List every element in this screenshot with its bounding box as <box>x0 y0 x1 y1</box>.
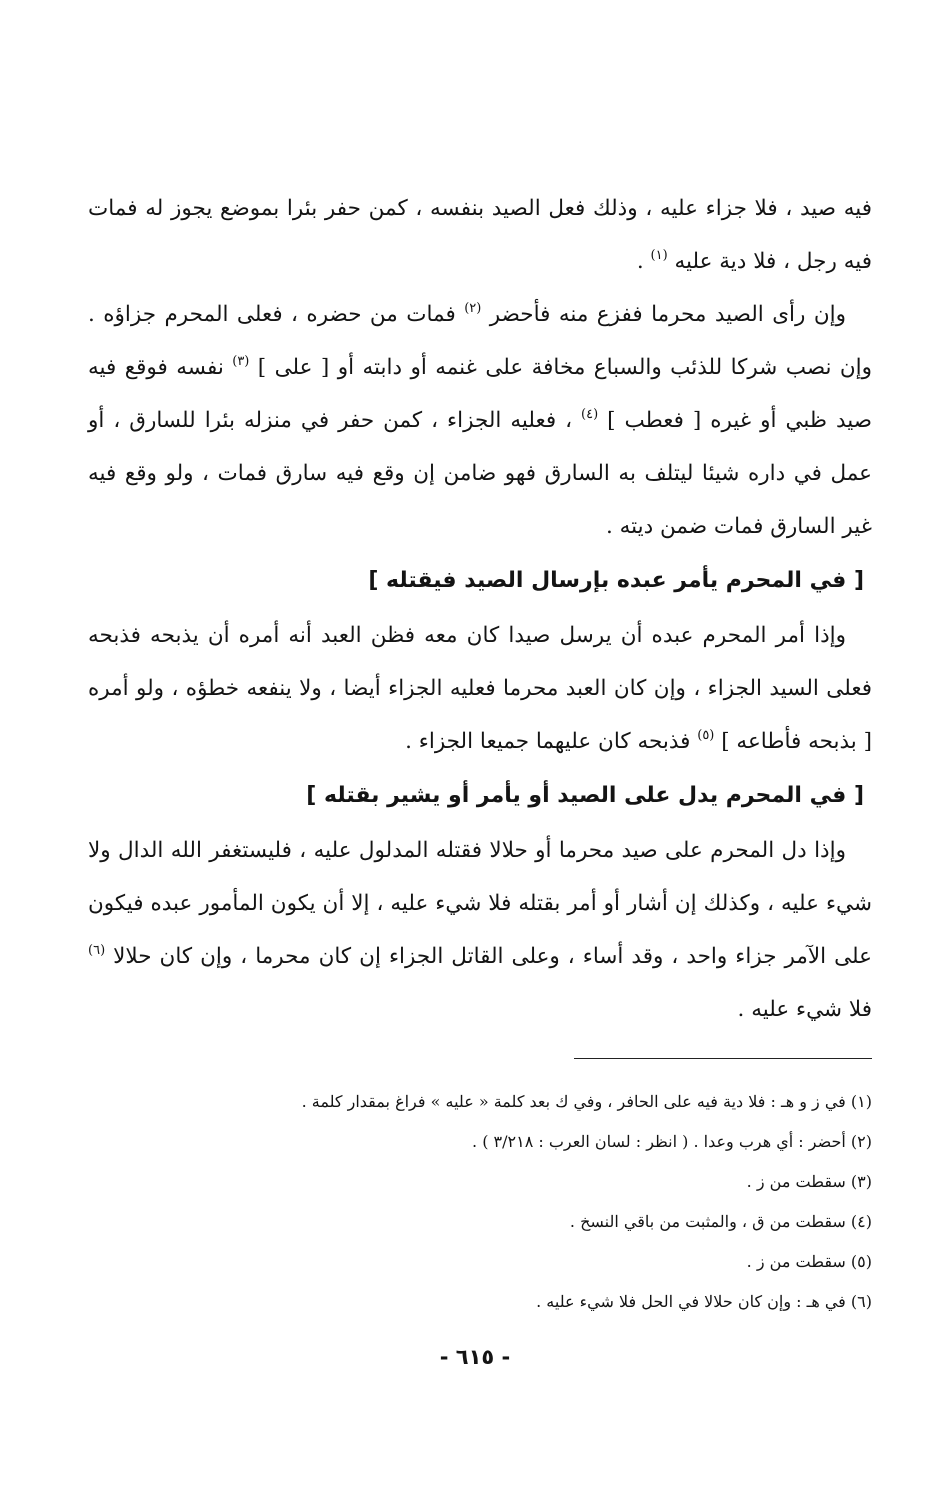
page-body <box>88 182 872 1036</box>
text-run: فمات من حضره ، فعلى المحرم جزاؤه . وإن نصب شركا للذئب والسباع مخافة على غنمه أو دابته أو [ على ] <box>88 302 873 380</box>
footnote-reference: (٦) <box>88 943 106 958</box>
paragraph <box>88 288 872 553</box>
text-run: وإذا أمر المحرم عبده أن يرسل صيدا كان معه فظن العبد أنه أمره أن يذبحه فذبحه فعلى السيد الجزاء ، وإن كان العبد محرما فعليه الجزاء أيضا ، ولا ينفعه خطؤه ، ولو أمره [ بذبحه فأطاعه ] <box>88 623 872 754</box>
text-run: نفسه فوقع فيه صيد ظبي أو غيره [ فعطب ] <box>88 355 872 433</box>
footnote-item: (٣) سقطت من ز . <box>746 1172 872 1191</box>
section-heading: [ في المحرم يدل على الصيد أو يأمر أو يشير بقتله ] <box>306 783 864 808</box>
footnote-reference: (٢) <box>464 301 482 316</box>
footnote-divider <box>574 1058 872 1059</box>
text-run: فيه صيد ، فلا جزاء عليه ، وذلك فعل الصيد بنفسه ، كمن حفر بئرا بموضع يجوز له فمات فيه رجل ، فلا دية عليه <box>88 196 872 274</box>
text-run: فذبحه كان عليهما جميعا الجزاء . <box>405 729 698 754</box>
paragraph <box>88 824 872 1036</box>
footnote-item: (٤) سقطت من ق ، والمثبت من باقي النسخ . <box>569 1212 872 1231</box>
footnote-item: (٥) سقطت من ز . <box>746 1252 872 1271</box>
footnote-reference: (٣) <box>232 354 250 369</box>
text-run: . <box>636 249 651 274</box>
footnote-item: (٦) في هـ : وإن كان حلالا في الحل فلا شيء عليه . <box>536 1292 872 1311</box>
footnote-reference: (١) <box>650 248 668 263</box>
footnote-item: (٢) أحضر : أي هرب وعدا . ( انظر : لسان العرب : ٣/٢١٨ ) . <box>472 1132 872 1151</box>
body-text <box>88 182 872 1036</box>
paragraph <box>88 182 872 288</box>
footnotes-list <box>172 1082 872 1322</box>
footnote-item: (١) في ز و هـ : فلا دية فيه على الحافر ، وفي ك بعد كلمة « عليه » فراغ بمقدار كلمة . <box>301 1092 872 1111</box>
footnote-reference: (٥) <box>697 728 715 743</box>
text-run: وإذا دل المحرم على صيد محرما أو حلالا فقتله المدلول عليه ، فليستغفر الله الدال ولا شيء عليه ، وكذلك إن أشار أو أمر بقتله فلا شيء عليه ، إلا أن يكون المأمور عبده فيكون على الآمر جزاء واحد ، وقد أساء ، وعلى القاتل الجزاء إن كان محرما ، وإن كان حلالا <box>88 838 872 969</box>
footnote-reference: (٤) <box>581 407 599 422</box>
section-heading: [ في المحرم يأمر عبده بإرسال الصيد فيقتله ] <box>368 568 864 593</box>
text-run: ، فعليه الجزاء ، كمن حفر في منزله بئرا للسارق ، أو عمل في داره شيئا ليتلف به السارق فهو ضامن إن وقع فيه سارق فمات ، ولو وقع فيه غير السارق فمات ضمن ديته . <box>88 408 872 539</box>
text-run: وإن رأى الصيد محرما ففزع منه فأحضر <box>481 302 846 327</box>
text-run: فلا شيء عليه . <box>737 997 872 1022</box>
page-number: - ٦١٥ - <box>439 1345 511 1369</box>
paragraph <box>88 609 872 768</box>
